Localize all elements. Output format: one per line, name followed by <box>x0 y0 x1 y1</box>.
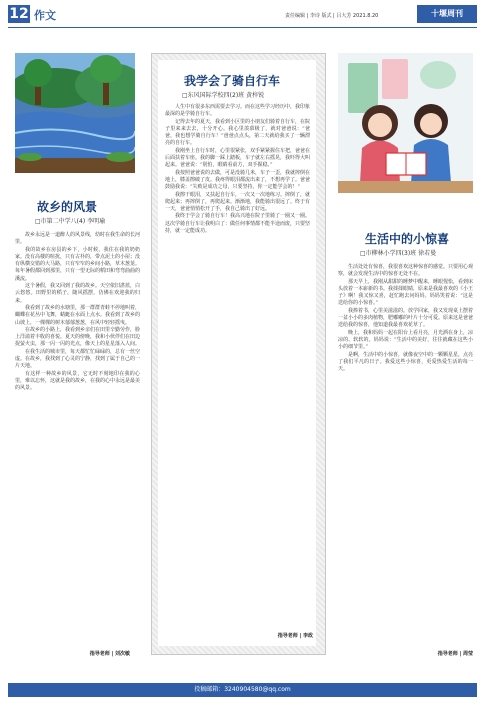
section-title: 作文 <box>34 9 56 22</box>
left-article-body <box>15 232 140 642</box>
paragraph: 我的故乡在房县的乡下，小时候，我住在我的奶奶家。没有高楼的喧扰，只有古朴的，带点泥土的小屋；没有纵横交错的大马路，只有窄窄的乡间小路，草木葱茏。每年暑假都回到那里，只有一望无际的稻田和弯弯曲曲的溪流。 <box>15 246 141 282</box>
right-article-title: 生活中的小惊喜 <box>365 232 450 246</box>
children-reading-illustration <box>338 53 473 193</box>
paragraph: 生活处处有惊喜，我很喜欢这种惊喜的感觉。只要用心观察，就会发现生活中的惊喜无处不在。 <box>338 264 474 278</box>
paragraph: 故乡永远是一道醉人的风景线，幼时在我生命的长河里。 <box>15 232 141 246</box>
landscape-illustration <box>15 53 135 173</box>
left-article-teacher: 指导老师 | 刘次敏 <box>89 651 130 657</box>
paragraph: 在故乡的小路上，我看到乡亲们在田里辛勤劳作，脸上洋溢着丰收的喜悦。夏天的傍晚，我和小伙伴们在田边捉萤火虫，那一闪一闪的光点，像天上的星星落入人间。 <box>15 326 141 348</box>
middle-article-byline: □东风国际学校四(2)班 黄梓锐 <box>182 92 265 99</box>
middle-article-body <box>165 104 310 624</box>
paragraph: 是啊，生活中的小惊喜，就像夜空中的一颗颗星星，点亮了我们平凡的日子。我爱这些小惊喜，更爱热爱生活的每一天。 <box>338 351 474 373</box>
paragraph: 我擦干眼泪，又扶起自行车，一次又一次地练习。摔倒了，就爬起来；再摔倒了，再爬起来。渐渐地，我能骑出很远了。终于有一天，爸爸悄悄松开了手，我自己骑出了好远。 <box>165 191 311 213</box>
page-header <box>0 0 485 28</box>
paragraph: 我按照爸爸说的去做，可是没骑几米，车子一歪，我就摔倒在地上，膝盖擦破了皮。我疼得眼泪都流出来了，不想再学了。爸爸鼓励我说：“失败是成功之母，只要坚持，你一定能学会的！” <box>165 169 311 191</box>
middle-article-title: 我学会了骑自行车 <box>184 74 281 88</box>
paragraph: 我刚坐上自行车时，心里很紧张，双手紧紧握住车把，爸爸在后面扶着车座。我的脚一踩上踏板，车子就左右摇晃，我吓得大叫起来。爸爸说：“别怕，眼睛看前方，双手握稳。” <box>165 147 311 169</box>
paragraph: 有这样一种故乡的风景，它无时不刻地印在我的心里，难以忘怀，这就是我的故乡，在我的心中永远是最美的风景。 <box>15 370 141 392</box>
submission-email-footer: 投稿邮箱：3240904580@qq.com <box>8 683 477 697</box>
paragraph: 那天早上，我刚从甜甜的睡梦中醒来，睡眼惺忪，看到床头放着一本崭新的书。我揉揉眼睛，原来是我最喜欢的《小王子》啊！我又惊又喜，赶忙跑去问妈妈。妈妈笑着说：“这是送给你的小惊喜。” <box>338 278 474 307</box>
paragraph: 我终于学会了骑自行车！我高兴地在院子里骑了一圈又一圈。这次学骑自行车让我明白了：做任何事情都不能半途而废，只要坚持，就一定能成功。 <box>165 213 311 235</box>
right-article-teacher: 指导老师 | 周莹 <box>437 651 473 657</box>
editor-meta: 责任编辑 | 李诗 版式 | 吕大芳 2021.8.20 <box>285 13 379 19</box>
header-rule <box>8 27 477 28</box>
left-article-byline: □市第二中学八(4) 李明瑜 <box>35 218 106 225</box>
paragraph: 这个暑假，我又回到了我的故乡。天空依旧湛蓝，白云悠悠。田野里的稻子，随风摇摆，仿佛在欢迎我的归来。 <box>15 283 141 304</box>
paragraph: 人生中有很多东西需要去学习。而在这些学习经历中，我印象最深的是学骑自行车。 <box>165 104 311 118</box>
paragraph: 我看到了故乡的水塘里，那一群群青蛙不停地叫着，蝴蝶在花丛中飞舞，蜻蜓在水面上点水。我看到了故乡的山坡上，一棵棵的树木郁郁葱葱，在风中轻轻摇曳。 <box>15 304 141 326</box>
paragraph: 我捧着书，心里美滋滋的。放学回家，我又发现桌上摆着一盆小小的多肉植物，肥嘟嘟的叶片十分可爱。原来这是爸爸送给我的惊喜，他知道我最喜欢花草了。 <box>338 307 474 329</box>
masthead-logo: 十堰周刊 <box>417 5 477 23</box>
middle-article-teacher: 指导老师 | 李政 <box>277 633 313 639</box>
page-number: 12 <box>9 6 29 22</box>
paragraph: 记得去年的夏天，我看到小区里的小朋友们骑着自行车，在院子里来来去去，十分开心。我心里羡慕极了，就对爸爸说：“爸爸，我也想学骑自行车！”爸爸点点头，第二天就给我买了一辆漂亮的自行车。 <box>165 118 311 147</box>
paragraph: 晚上，我和妈妈一起在阳台上看月亮，月光洒在身上，凉凉的、软软的。妈妈说：“生活中的美好，往往就藏在这些小小的细节里。” <box>338 329 474 351</box>
left-article-title: 故乡的风景 <box>37 200 98 214</box>
paragraph: 在我生活的城市里，每天都忙忙碌碌的，总有一丝空虚。在故乡，我找到了心灵的宁静，找到了属于自己的一片天地。 <box>15 348 141 370</box>
right-article-body <box>338 264 473 644</box>
right-article-byline: □市柳林小学四(3)班 徐若曼 <box>360 250 437 257</box>
